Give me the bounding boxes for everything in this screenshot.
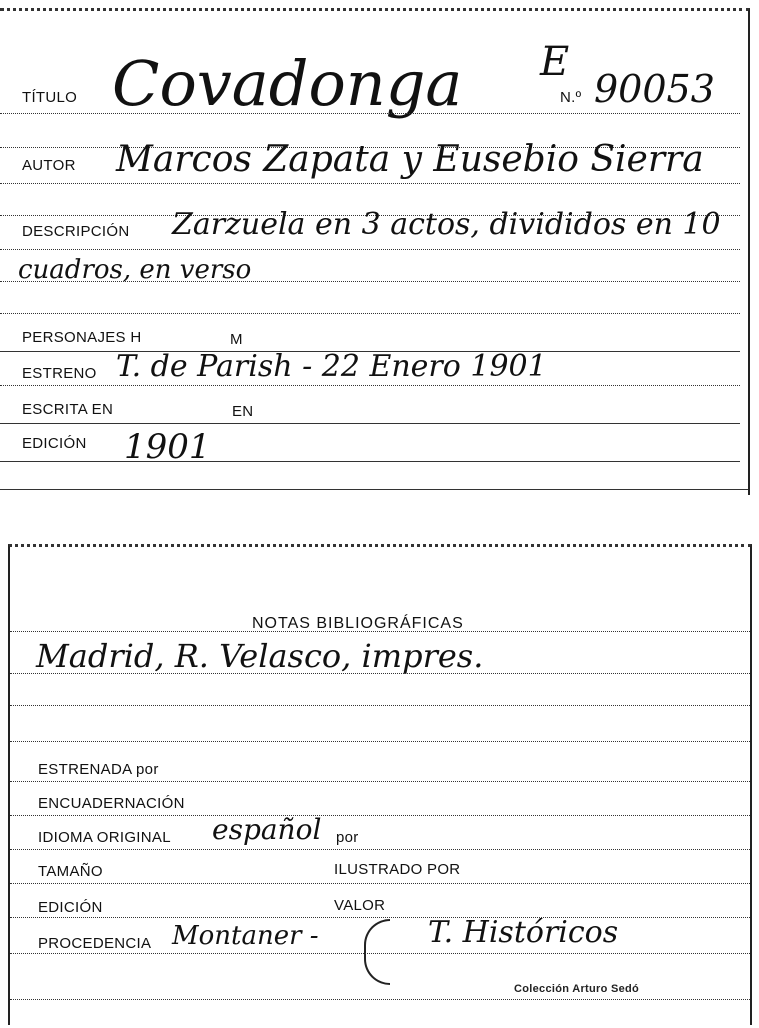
procedencia-note: T. Históricos: [428, 915, 619, 950]
rule-edicion: [0, 461, 740, 462]
catalog-prefix: E: [540, 39, 570, 85]
rule-desc-1: [0, 249, 740, 250]
catalog-card-bottom: [8, 544, 752, 1025]
rule-estreno: [0, 385, 740, 386]
rule-escrita: [0, 423, 740, 424]
encuadernacion-label: ENCUADERNACIÓN: [38, 795, 185, 812]
rule-procedencia: [10, 953, 750, 954]
estrenada-por: por: [136, 761, 159, 778]
collection-stamp: Colección Arturo Sedó: [514, 983, 640, 995]
numero-label: N.º: [560, 89, 582, 106]
rule-notas-3: [10, 741, 750, 742]
rule-estrenada: [10, 781, 750, 782]
estrenada-label: [38, 761, 159, 778]
descripcion-line2: cuadros, en verso: [18, 255, 252, 285]
valor-label: VALOR: [334, 897, 386, 914]
catalog-card-top: [0, 8, 750, 495]
procedencia-label: PROCEDENCIA: [38, 935, 152, 952]
rule-edicion-bottom: [10, 917, 750, 918]
procedencia-value: Montaner -: [172, 921, 319, 951]
rule-encuadernacion: [10, 815, 750, 816]
edicion-label-bottom: EDICIÓN: [38, 899, 103, 916]
personajes-m-label: M: [230, 331, 243, 348]
autor-label: AUTOR: [22, 157, 76, 174]
rule-idioma: [10, 849, 750, 850]
procedencia-bracket: [364, 919, 390, 985]
autor-value: Marcos Zapata y Eusebio Sierra: [116, 139, 704, 180]
rule-notas-1: [10, 673, 750, 674]
ilustrado-label: ILUSTRADO POR: [334, 861, 461, 878]
notas-value: Madrid, R. Velasco, impres.: [36, 637, 484, 675]
rule-final: [10, 999, 750, 1000]
estreno-label: ESTRENO: [22, 365, 97, 382]
escrita-label: ESCRITA EN: [22, 401, 114, 418]
edicion-value-top: 1901: [124, 427, 211, 467]
notas-title: NOTAS BIBLIOGRÁFICAS: [252, 615, 464, 632]
estreno-value: T. de Parish - 22 Enero 1901: [116, 349, 547, 384]
rule-titulo: [0, 113, 740, 114]
idioma-por: por: [336, 829, 359, 846]
rule-desc-2: [0, 281, 740, 282]
descripcion-label: DESCRIPCIÓN: [22, 223, 130, 240]
rule-bottom-top-card: [0, 489, 748, 490]
idioma-value: español: [212, 813, 322, 846]
personajes-label: PERSONAJES H: [22, 329, 142, 346]
rule-notas-0: [10, 631, 750, 632]
titulo-value: Covadonga: [112, 47, 463, 120]
tamano-label: TAMAÑO: [38, 863, 103, 880]
escrita-en-label: EN: [232, 403, 254, 420]
edicion-label-top: EDICIÓN: [22, 435, 87, 452]
idioma-label: IDIOMA ORIGINAL: [38, 829, 171, 846]
rule-autor: [0, 183, 740, 184]
numero-value: 90053: [594, 67, 715, 111]
descripcion-line1: Zarzuela en 3 actos, divididos en 10: [172, 207, 721, 242]
rule-tamano: [10, 883, 750, 884]
rule-desc-3: [0, 313, 740, 314]
estrenada-label-text: ESTRENADA: [38, 761, 132, 778]
rule-notas-2: [10, 705, 750, 706]
titulo-label: TÍTULO: [22, 89, 78, 106]
